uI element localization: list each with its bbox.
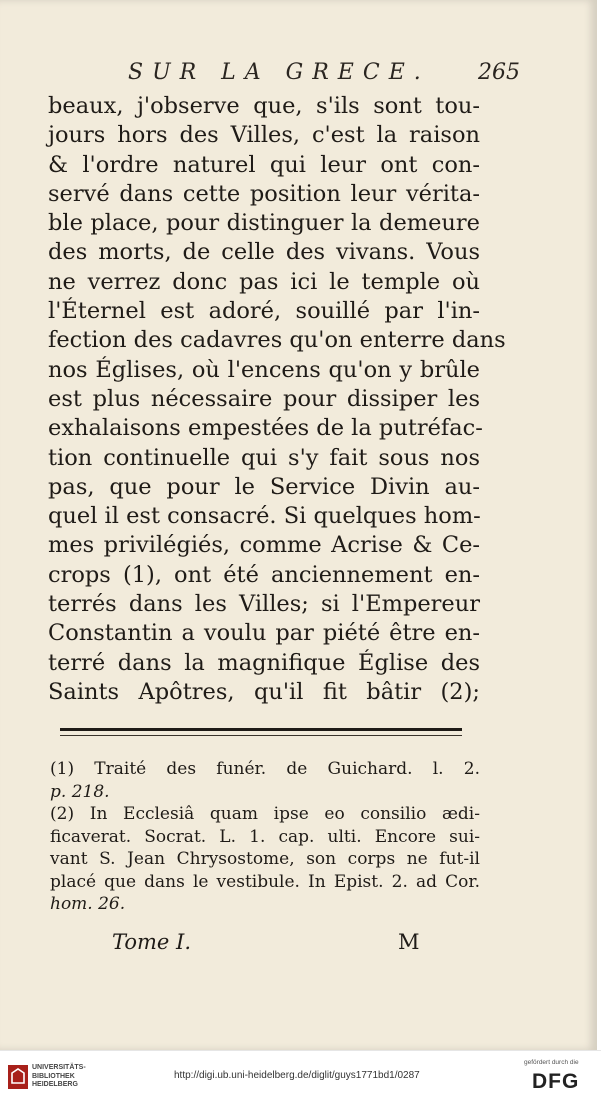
- library-logo-icon: [8, 1065, 28, 1089]
- text-line: terrés dans les Villes; si l'Empereur: [48, 591, 480, 618]
- text-line: beaux, j'observe que, s'ils sont tou-: [48, 93, 480, 119]
- text-line: fection des cadavres qu'on enterre dans: [48, 327, 506, 354]
- library-name: [32, 1064, 122, 1090]
- text-line: & l'ordre naturel qui leur ont con-: [48, 151, 480, 178]
- running-head-title: SUR LA GRECE.: [128, 60, 430, 85]
- text-line: ble place, pour distinguer la demeure: [48, 210, 480, 237]
- text-line: l'Éternel est adoré, souillé par l'in-: [48, 298, 480, 325]
- text-line: Constantin a voulu par piété être en-: [48, 620, 480, 647]
- text-line: est plus nécessaire pour dissiper les: [48, 385, 480, 412]
- viewer-footer: [0, 1050, 601, 1105]
- text-line: pas, que pour le Service Divin au-: [48, 473, 480, 500]
- footnote-line: ficaverat. Socrat. L. 1. cap. ulti. Encore sui-: [50, 826, 480, 847]
- text-line: des morts, de celle des vivans. Vous: [48, 239, 480, 266]
- text-line: jours hors des Villes, c'est la raison: [48, 122, 480, 149]
- library-name-line: HEIDELBERG: [32, 1081, 78, 1088]
- page-number: 265: [478, 60, 520, 85]
- text-line: crops (1), ont été anciennement en-: [48, 561, 480, 588]
- funding-note: gefördert durch die: [524, 1059, 579, 1066]
- dfg-logo: DFG: [532, 1070, 580, 1093]
- text-line: Saints Apôtres, qu'il fit bâtir (2);: [48, 678, 480, 705]
- main-text: [48, 92, 506, 707]
- footnote-divider-thin: [60, 735, 462, 736]
- text-line: quel il est consacré. Si quelques hom-: [48, 503, 481, 530]
- footnote-divider-thick: [60, 728, 462, 731]
- text-line: terré dans la magnifique Église des: [48, 649, 480, 676]
- signature-line: [112, 930, 432, 960]
- text-line: nos Églises, où l'encens qu'on y brûle: [48, 356, 480, 383]
- footnote-line: vant S. Jean Chrysostome, son corps ne fut-il: [50, 849, 480, 869]
- footnote-line: (2) In Ecclesiâ quam ipse eo consilio ædi-: [50, 804, 480, 824]
- footnote-line: p. 218.: [50, 781, 110, 802]
- footnote-line: placé que dans le vestibule. In Epist. 2. ad Cor.: [50, 871, 480, 892]
- library-name-line: UNIVERSITÄTS-: [32, 1064, 86, 1071]
- signature-mark: M: [398, 930, 420, 954]
- footnote-line: (1) Traité des funér. de Guichard. l. 2.: [50, 759, 480, 779]
- footnotes: [50, 758, 480, 916]
- library-name-line: BIBLIOTHEK: [32, 1072, 75, 1080]
- text-line: tion continuelle qui s'y fait sous nos: [48, 444, 480, 471]
- running-head: [0, 60, 560, 90]
- text-line: exhalaisons empestées de la putréfac-: [48, 415, 483, 442]
- document-url-link[interactable]: http://digi.ub.uni-heidelberg.de/diglit/guys1771bd1/0287: [174, 1070, 420, 1081]
- text-line: servé dans cette position leur vérita-: [48, 180, 480, 207]
- text-line: ne verrez donc pas ici le temple où: [48, 268, 480, 295]
- volume-label: Tome I.: [112, 930, 192, 954]
- footnote-line: hom. 26.: [50, 894, 126, 914]
- text-line: mes privilégiés, comme Acrise & Ce-: [48, 532, 480, 559]
